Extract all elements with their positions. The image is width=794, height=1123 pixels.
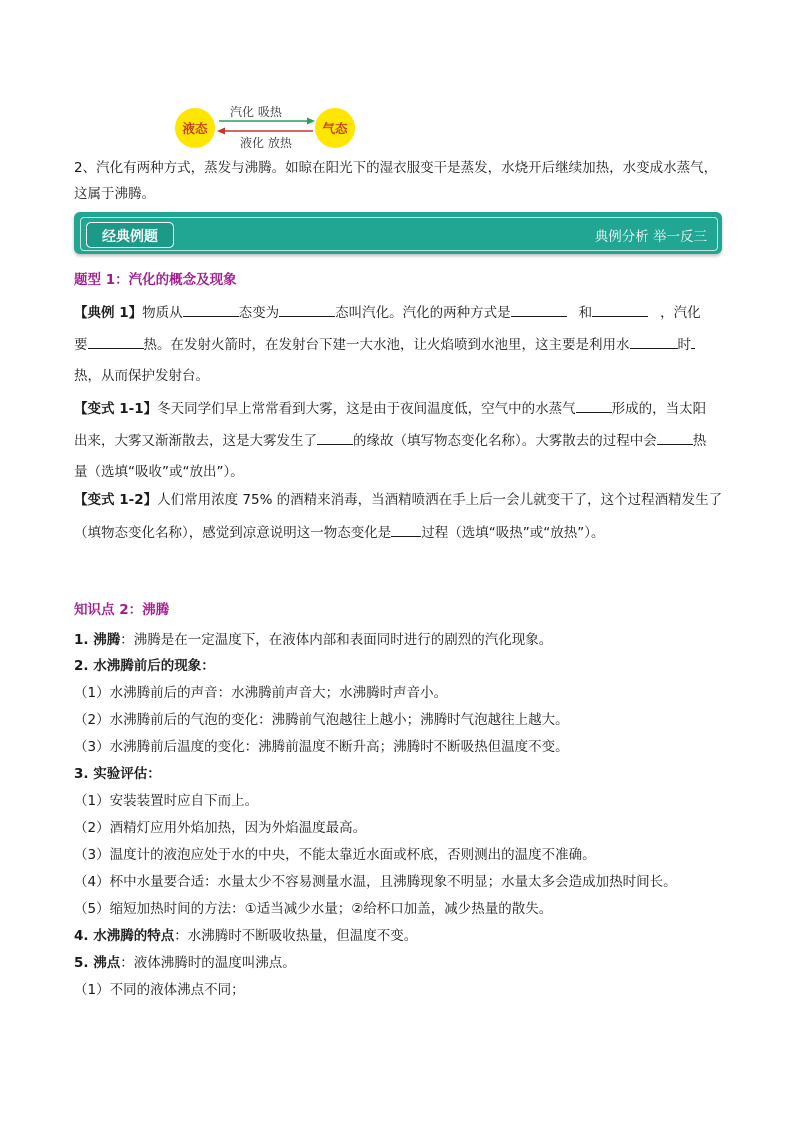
example1-tag: 【典例 1】 <box>74 305 143 321</box>
kp2-point-3-item: （4）杯中水量要合适：水量太少不容易测量水温，且沸腾现象不明显；水量太多会造成加热时间长。 <box>74 874 677 890</box>
variant12-line-2: （填物态变化名称），感觉到凉意说明这一物态变化是 过程（选填“吸热”或“放热”）。 <box>74 522 604 543</box>
type1-heading: 题型 1：汽化的概念及现象 <box>74 272 237 288</box>
vaporization-label: 汽化 吸热 <box>230 105 282 119</box>
variant11-line-2: 出来，大雾又渐渐散去，这是大雾发生了 的缘故（填写物态变化名称）。大雾散去的过程中会 热 <box>74 430 706 451</box>
kp2-point-3-item: （1）安装装置时应自下而上。 <box>74 793 259 809</box>
liquefaction-label: 液化 放热 <box>240 136 292 150</box>
kp2-point-2-item: （3）水沸腾前后温度的变化：沸腾前温度不断升高；沸腾时不断吸热但温度不变。 <box>74 739 569 755</box>
variant12-line-1: 【变式 1-2】人们常用浓度 75% 的酒精来消毒，当酒精喷洒在手上后一会儿就变干了，这个过程酒精发生了 <box>74 492 723 508</box>
section-banner <box>74 212 722 254</box>
intro-line-1: 2、汽化有两种方式，蒸发与沸腾。如晾在阳光下的湿衣服变干是蒸发，水烧开后继续加热，水变成水蒸气， <box>74 160 718 176</box>
blank <box>511 302 567 317</box>
kp2-point-1: 1. 沸腾：沸腾是在一定温度下，在液体内部和表面同时进行的剧烈的汽化现象。 <box>74 632 553 648</box>
blank <box>630 334 678 349</box>
example1-line-3: 热，从而保护发射台。 <box>74 368 209 384</box>
banner-subtitle: 典例分析 举一反三 <box>594 229 707 245</box>
blank <box>576 398 612 413</box>
left-arrow-head <box>217 128 225 135</box>
variant11-line-1: 【变式 1-1】冬天同学们早上常常看到大雾，这是由于夜间温度低，空气中的水蒸气 形成的，当太阳 <box>74 398 706 419</box>
kp2-point-2-item: （2）水沸腾前后的气泡的变化：沸腾前气泡越往上越小；沸腾时气泡越往上越大。 <box>74 712 569 728</box>
variant11-line-3: 量（选填“吸收”或“放出”）。 <box>74 464 244 480</box>
right-arrow-head <box>307 118 315 125</box>
kp2-point-3-item: （3）温度计的液泡应处于水的中央，不能太靠近水面或杯底，否则测出的温度不准确。 <box>74 847 596 863</box>
blank <box>88 334 144 349</box>
variant11-tag: 【变式 1-1】 <box>74 401 158 417</box>
blank <box>657 430 693 445</box>
example1-line-1: 【典例 1】物质从 态变为 态叫汽化。汽化的两种方式是 和 ，汽化 <box>74 302 701 323</box>
kp2-point-3: 3. 实验评估： <box>74 766 161 782</box>
kp2-point-2-item: （1）水沸腾前后的声音：水沸腾前声音大；水沸腾时声音小。 <box>74 685 448 701</box>
blank <box>691 334 695 349</box>
blank <box>183 302 239 317</box>
banner-tab <box>86 222 174 248</box>
example1-line-2: 要 热。在发射火箭时，在发射台下建一大水池，让火焰喷到水池里，这主要是利用水 时 <box>74 334 695 355</box>
kp2-point-4: 4. 水沸腾的特点：水沸腾时不断吸收热量，但温度不变。 <box>74 928 418 944</box>
kp2-point-5-item: （1）不同的液体沸点不同； <box>74 982 245 998</box>
kp2-heading: 知识点 2：沸腾 <box>74 602 170 618</box>
blank <box>391 522 421 537</box>
kp2-point-3-item: （5）缩短加热时间的方法：①适当减少水量；②给杯口加盖，减少热量的散失。 <box>74 901 553 917</box>
intro-line-2: 这属于沸腾。 <box>74 186 155 202</box>
blank <box>592 302 648 317</box>
blank <box>317 430 353 445</box>
variant12-tag: 【变式 1-2】 <box>74 492 158 508</box>
phase-arrows <box>215 115 317 139</box>
liquid-state-circle: 液态 <box>175 108 215 148</box>
banner-inner-frame <box>80 217 718 251</box>
kp2-point-5: 5. 沸点：液体沸腾时的温度叫沸点。 <box>74 955 296 971</box>
blank <box>279 302 335 317</box>
kp2-point-3-item: （2）酒精灯应用外焰加热，因为外焰温度最高。 <box>74 820 367 836</box>
kp2-point-2: 2. 水沸腾前后的现象： <box>74 658 215 674</box>
banner-title: 经典例题 <box>102 229 158 245</box>
gas-state-circle: 气态 <box>315 108 355 148</box>
